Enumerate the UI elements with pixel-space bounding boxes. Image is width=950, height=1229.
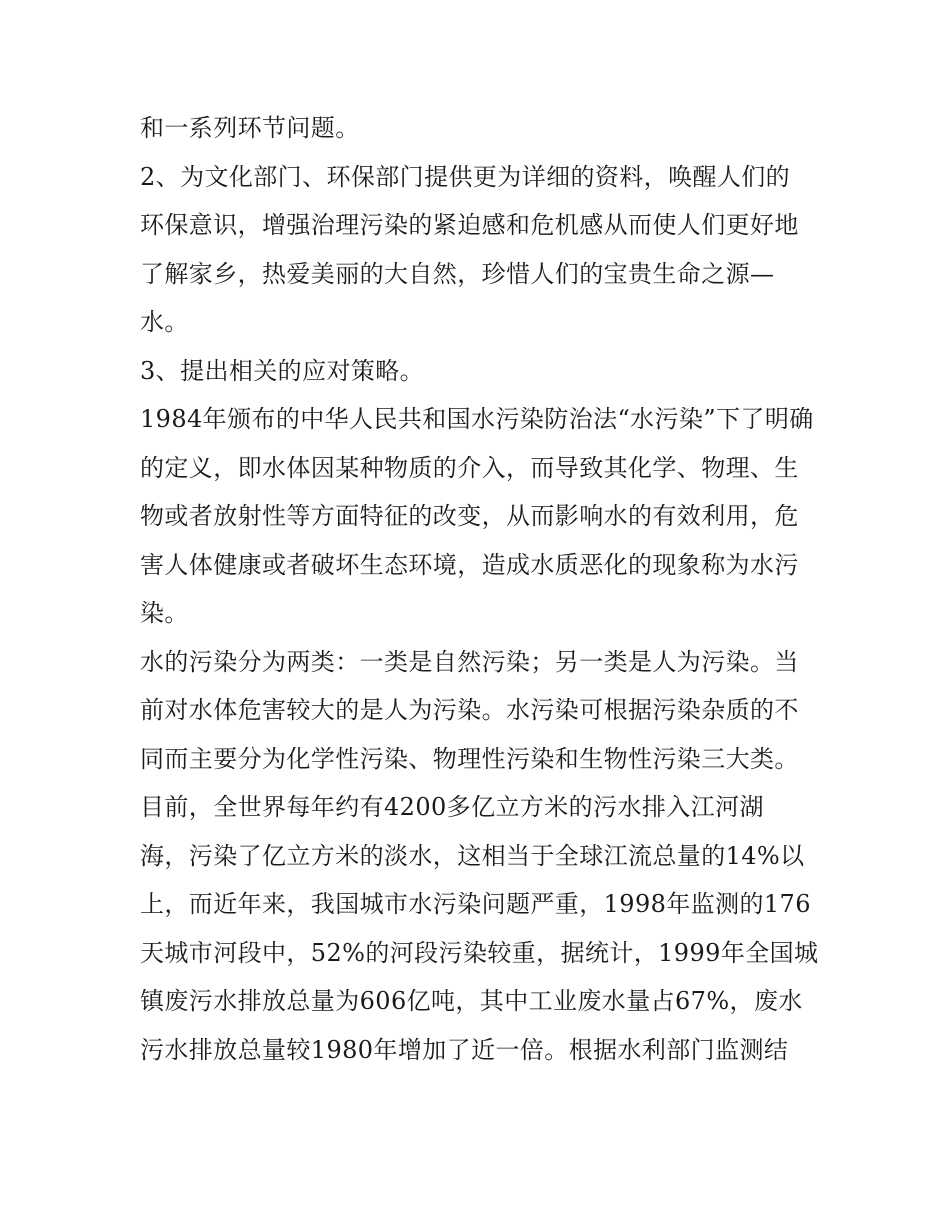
text-line: 的定义，即水体因某种物质的介入，而导致其化学、物理、生 [140, 453, 799, 482]
text-line: 害人体健康或者破坏生态环境，造成水质恶化的现象称为水污 [140, 550, 799, 579]
text-line: 水的污染分为两类：一类是自然污染；另一类是人为污染。当 [140, 647, 799, 676]
text-line: 物或者放射性等方面特征的改变，从而影响水的有效利用，危 [140, 502, 799, 530]
text-line: 目前，全世界每年约有4200多亿立方米的污水排入江河湖 [140, 793, 764, 821]
text-line: 染。 [140, 599, 189, 627]
text-line: 1984年颁布的中华人民共和国水污染防治法“水污染”下了明确 [140, 405, 814, 433]
text-line: 水。 [140, 308, 189, 336]
document-body [140, 104, 830, 1074]
text-line: 前对水体危害较大的是人为污染。水污染可根据污染杂质的不 [140, 696, 799, 724]
text-line: 3、提出相关的应对策略。 [140, 356, 425, 385]
text-line: 了解家乡，热爱美丽的大自然，珍惜人们的宝贵生命之源— [140, 259, 775, 288]
text-line: 镇废污水排放总量为606亿吨，其中工业废水量占67%，废水 [140, 987, 803, 1015]
text-line: 2、为文化部门、环保部门提供更为详细的资料，唤醒人们的 [140, 162, 791, 191]
text-line: 天城市河段中，52%的河段污染较重，据统计，1999年全国城 [140, 938, 819, 967]
text-line: 同而主要分为化学性污染、物理性污染和生物性污染三大类。 [140, 744, 799, 773]
text-line: 污水排放总量较1980年增加了近一倍。根据水利部门监测结 [140, 1035, 789, 1064]
text-line: 海，污染了亿立方米的淡水，这相当于全球江流总量的14%以 [140, 841, 805, 870]
text-line: 上，而近年来，我国城市水污染问题严重，1998年监测的176 [140, 890, 811, 918]
text-line: 环保意识，增强治理污染的紧迫感和危机感从而使人们更好地 [140, 211, 799, 239]
text-line: 和一系列环节问题。 [140, 114, 360, 142]
